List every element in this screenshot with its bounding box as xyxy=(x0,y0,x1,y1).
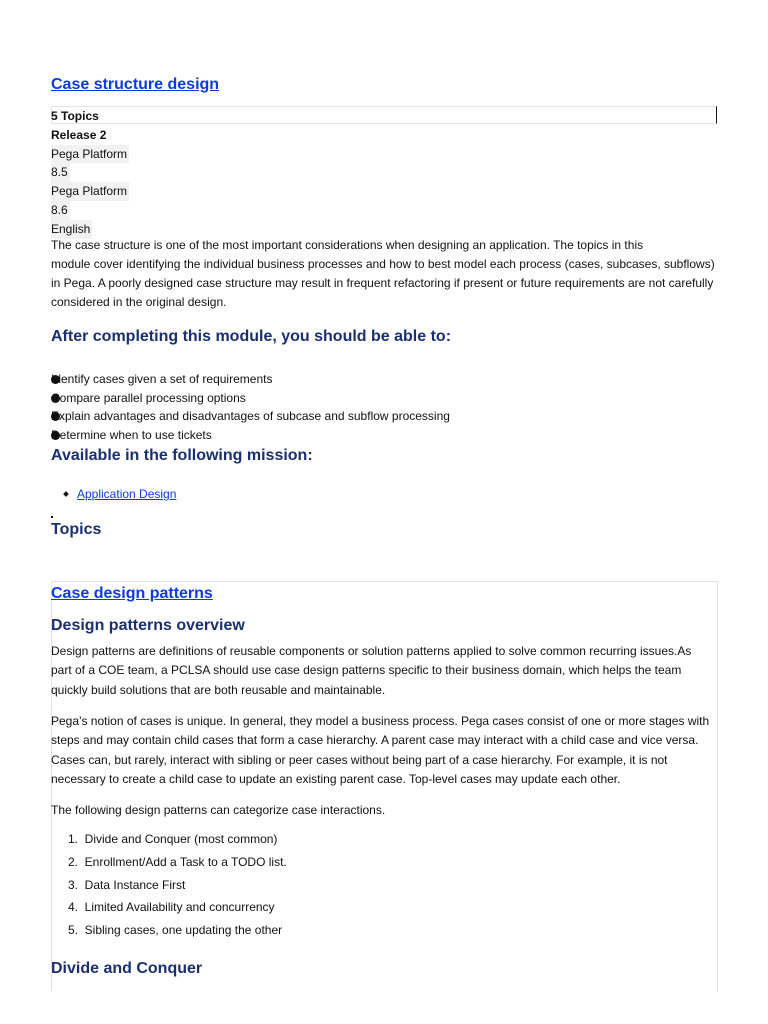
release-label: Release 2 xyxy=(51,127,107,142)
paragraph: Pega’s notion of cases is unique. In general, they model a business process. Pega cases consist of one or more stages with steps and may contain child cases that form a case hierarchy. A parent case may interact with a child case and vice versa. Cases can, but rarely, interact with sibling or peer cases without being part of a case hierarchy. For example, it is not necessary to create a child case to update an existing parent case. Top-level cases may update each other. xyxy=(51,714,710,786)
intro-line: The case structure is one of the most important considerations when designing an application. The topics in this xyxy=(51,238,644,252)
intro-line: considered in the original design. xyxy=(51,295,227,309)
topics-count-box xyxy=(51,106,717,124)
list-item: 4. Limited Availability and concurrency xyxy=(67,900,275,915)
platform-version: 8.5 xyxy=(51,163,70,182)
platform-version: 8.6 xyxy=(51,201,70,220)
dot-marker xyxy=(51,516,53,518)
objectives-heading: After completing this module, you should be able to: xyxy=(51,328,452,345)
topics-heading: Topics xyxy=(51,521,102,538)
list-item: Compare parallel processing options xyxy=(51,390,246,405)
paragraph: Design patterns are definitions of reusable components or solution patterns applied to solve common recurring issues.As part of a COE team, a PCLSA should use case design patterns specific to their business domain, which helps the team quickly build solutions that are both reusable and maintainable. xyxy=(51,644,692,697)
paragraph: The following design patterns can categorize case interactions. xyxy=(51,803,386,817)
module-title-link[interactable]: Case structure design xyxy=(51,76,220,93)
list-item: Identify cases given a set of requirements xyxy=(51,372,273,386)
mission-list xyxy=(63,487,176,501)
list-item: 3. Data Instance First xyxy=(67,877,186,892)
language-label: English xyxy=(51,220,92,239)
platform-name: Pega Platform xyxy=(51,182,129,201)
platform-name: Pega Platform xyxy=(51,145,129,164)
topics-count: 5 Topics xyxy=(51,109,99,123)
diamond-bullet-icon xyxy=(63,491,69,497)
list-item: 5. Sibling cases, one updating the other xyxy=(67,923,283,938)
list-item: 1. Divide and Conquer (most common) xyxy=(67,832,278,846)
intro-line: module cover identifying the individual business processes and how to best model each process (cases, subcases, subflows) xyxy=(51,257,715,271)
patterns-list xyxy=(51,832,287,946)
list-item: Explain advantages and disadvantages of subcase and subflow processing xyxy=(51,409,450,424)
mission-heading: Available in the following mission: xyxy=(51,447,313,464)
module-intro xyxy=(51,236,723,312)
intro-line: in Pega. A poorly designed case structure may result in frequent refactoring if present or future requirements are not carefully xyxy=(51,276,714,290)
overview-heading: Design patterns overview xyxy=(51,617,245,634)
list-item xyxy=(63,487,176,501)
topic-link[interactable]: Case design patterns xyxy=(51,585,213,602)
list-item: Determine when to use tickets xyxy=(51,427,212,442)
mission-link[interactable]: Application Design xyxy=(77,487,177,501)
module-meta xyxy=(51,107,129,239)
list-item: 2. Enrollment/Add a Task to a TODO list. xyxy=(67,854,287,869)
divide-heading: Divide and Conquer xyxy=(51,960,203,977)
objectives-list xyxy=(51,370,450,444)
